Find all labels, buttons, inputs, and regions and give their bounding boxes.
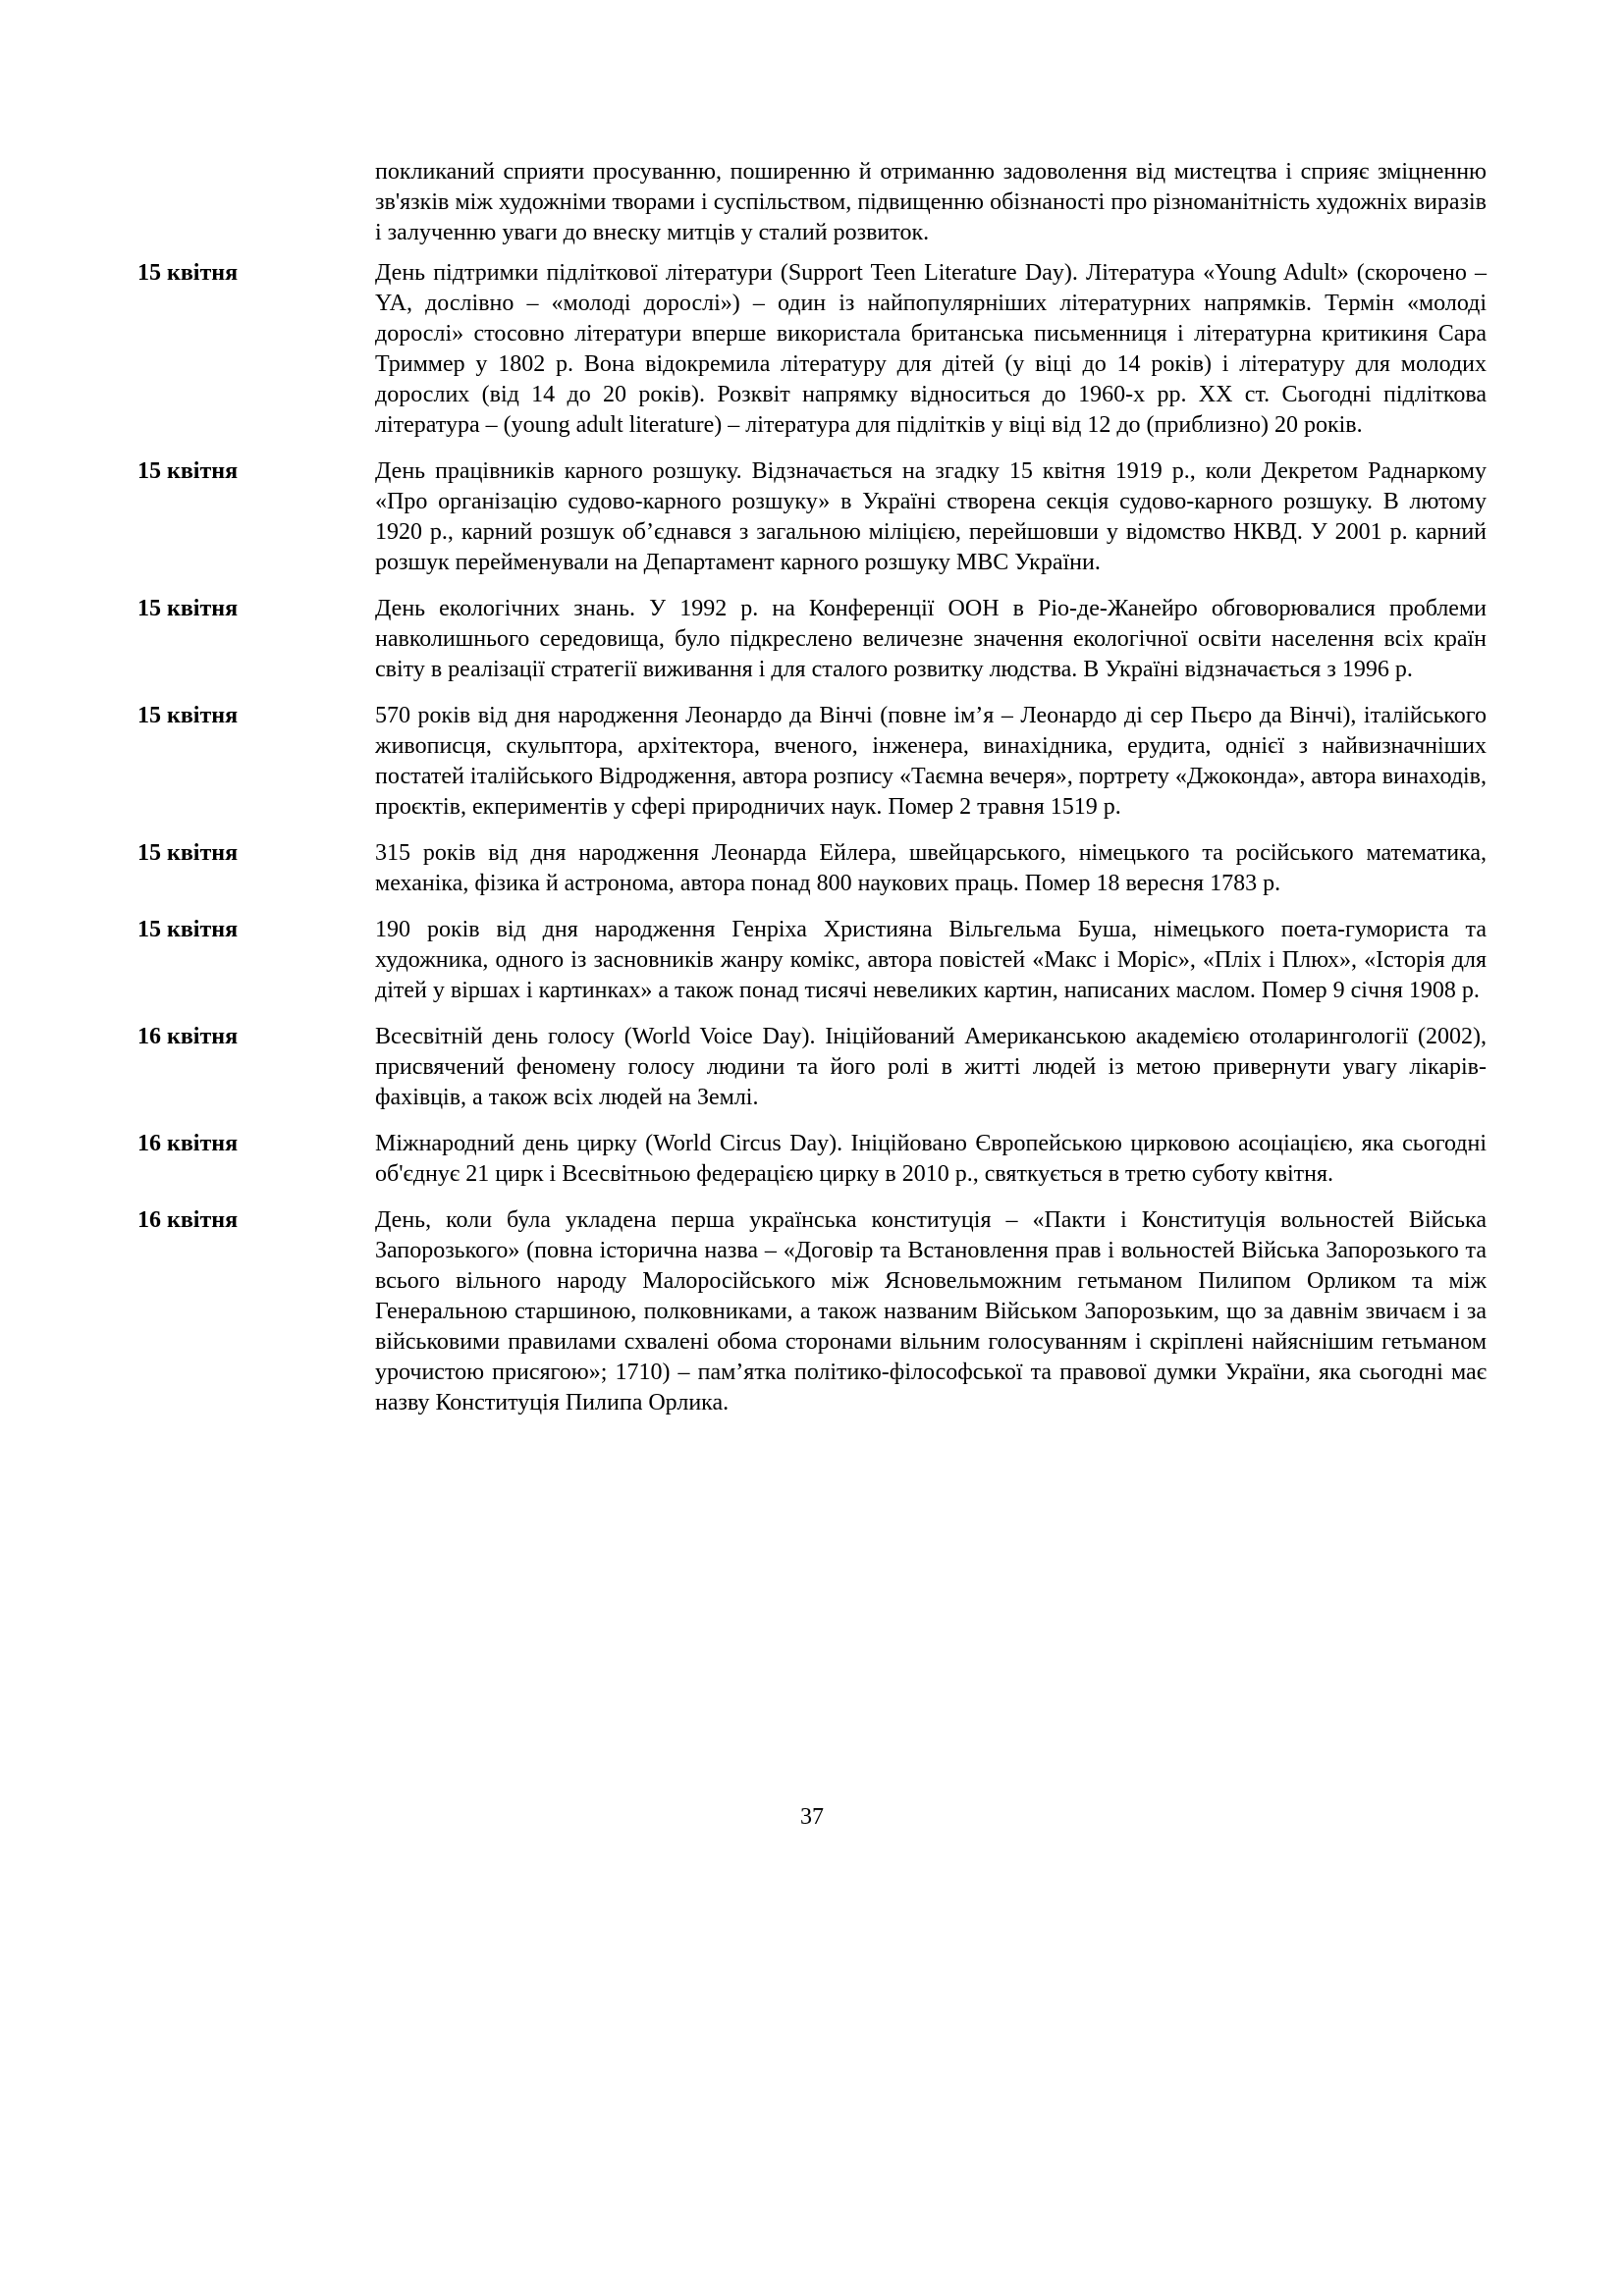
calendar-entry bbox=[137, 701, 1487, 823]
entry-text: День, коли була укладена перша українська конституція – «Пакти і Конституція вольностей Війська Запорозького» (повна історична назва – «Договір та Встановлення прав і вольностей Війська Запорозького та всього вільного народу Малоросійського між Ясновельможним гетьманом Пилипом Орликом та між Генеральною старшиною, полковниками, а також названим Військом Запорозьким, що за давнім звичаєм і за військовими правилами схвалені обома сторонами вільним голосуванням і скріплені найяснішим гетьманом урочистою присягою»; 1710) – пам’ятка політико-філософської та правової думки України, яка сьогодні має назву Конституція Пилипа Орлика. bbox=[375, 1207, 1487, 1415]
intro-paragraph: покликаний сприяти просуванню, поширенню й отриманню задоволення від мистецтва і сприяє зміцненню зв'язків між художніми творами і суспільством, підвищенню обізнаності про різноманітність художніх виразів і залученню уваги до внеску митців у сталий розвиток. bbox=[375, 159, 1487, 245]
entry-date: 15 квітня bbox=[137, 917, 239, 942]
entry-text: Міжнародний день цирку (World Circus Day). Ініційовано Європейською цирковою асоціацією, яка сьогодні об'єднує 21 цирк і Всесвітньою федерацією цирку в 2010 р., святкується в третю суботу квітня. bbox=[375, 1131, 1487, 1187]
calendar-entry bbox=[137, 258, 1487, 441]
entry-date: 15 квітня bbox=[137, 596, 239, 621]
entry-text: 570 років від дня народження Леонардо да Вінчі (повне ім’я – Леонардо ді сер Пьєро да Вінчі), італійського живописця, скульптора, архітектора, вченого, інженера, винахідника, ерудита, однієї з найвизначніших постатей італійського Відродження, автора розпису «Таємна вечеря», портрету «Джоконда», автора винаходів, проєктів, екпериментів у сфері природничих наук. Помер 2 травня 1519 р. bbox=[375, 703, 1487, 820]
entry-text: День працівників карного розшуку. Відзначається на згадку 15 квітня 1919 р., коли Декретом Раднаркому «Про організацію судово-карного розшуку» в Україні створена секція судово-карного розшуку. В лютому 1920 р., карний розшук об’єднався з загальною міліцією, перейшовши у відомство НКВД. У 2001 р. карний розшук перейменували на Департамент карного розшуку МВС України. bbox=[375, 458, 1487, 575]
calendar-entry bbox=[137, 594, 1487, 685]
calendar-entry bbox=[137, 915, 1487, 1006]
entry-date: 15 квітня bbox=[137, 458, 239, 484]
calendar-entries bbox=[137, 258, 1487, 1434]
entry-date: 16 квітня bbox=[137, 1207, 239, 1233]
entry-date: 15 квітня bbox=[137, 703, 239, 728]
entry-date: 16 квітня bbox=[137, 1024, 239, 1049]
entry-text: День підтримки підліткової літератури (Support Teen Literature Day). Література «Young Adult» (скорочено – YA, дослівно – «молоді дорослі») – один із найпопулярніших літературних напрямків. Термін «молоді дорослі» стосовно літератури вперше використала британська письменниця і літературна критикиня Сара Триммер у 1802 р. Вона відокремила літературу для дітей (у віці до 14 років) і літературу для молодих дорослих (від 14 до 20 років). Розквіт напрямку відноситься до 1960-х рр. ХХ ст. Сьогодні підліткова література – (young adult literature) – література для підлітків у віці від 12 до (приблизно) 20 років. bbox=[375, 260, 1487, 438]
calendar-entry bbox=[137, 456, 1487, 578]
entry-text: 190 років від дня народження Генріха Християна Вільгельма Буша, німецького поета-гумориста та художника, одного із засновників жанру комікс, автора повістей «Макс і Моріс», «Пліх і Плюх», «Історія для дітей у віршах і картинках» а також понад тисячі невеликих картин, написаних маслом. Помер 9 січня 1908 р. bbox=[375, 917, 1487, 1003]
entry-text: 315 років від дня народження Леонарда Ейлера, швейцарського, німецького та російського математика, механіка, фізика й астронома, автора понад 800 наукових праць. Помер 18 вересня 1783 р. bbox=[375, 840, 1487, 896]
entry-text: Всесвітній день голосу (World Voice Day). Ініційований Американською академією отоларингології (2002), присвячений феномену голосу людини та його ролі в житті людей із метою привернути увагу лікарів-фахівців, а також всіх людей на Землі. bbox=[375, 1024, 1487, 1110]
entry-date: 15 квітня bbox=[137, 840, 239, 866]
entry-date: 16 квітня bbox=[137, 1131, 239, 1156]
calendar-entry bbox=[137, 1129, 1487, 1190]
calendar-entry bbox=[137, 1022, 1487, 1113]
entry-date: 15 квітня bbox=[137, 260, 239, 286]
page-number: 37 bbox=[800, 1804, 824, 1830]
calendar-entry bbox=[137, 1205, 1487, 1418]
calendar-entry bbox=[137, 838, 1487, 899]
entry-text: День екологічних знань. У 1992 р. на Конференції ООН в Ріо-де-Жанейро обговорювалися проблеми навколишнього середовища, було підкреслено величезне значення екологічної освіти населення всіх країн світу в реалізації стратегії виживання і для сталого розвитку людства. В Україні відзначається з 1996 р. bbox=[375, 596, 1487, 682]
